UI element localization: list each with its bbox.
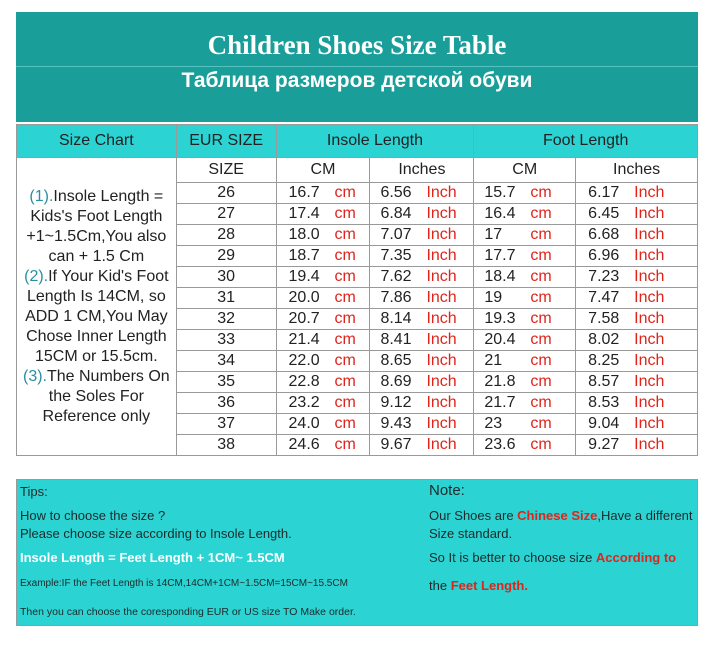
- foot-cm-cell: [474, 288, 576, 309]
- foot-cm-cell-unit: cm: [530, 184, 552, 201]
- foot-inch-cell: [576, 267, 698, 288]
- foot-inch-cell-value: 8.57: [588, 373, 620, 390]
- foot-inch-cell-unit: Inch: [634, 310, 665, 327]
- insole-inch-cell-value: 6.56: [380, 184, 412, 201]
- note-line-1c: ,Have a different: [597, 508, 693, 523]
- table-header-row: [17, 125, 698, 158]
- foot-cm-cell-unit: cm: [530, 415, 552, 432]
- size-cell-value: 28: [217, 226, 236, 243]
- foot-cm-cell-unit: cm: [530, 331, 552, 348]
- page-subtitle: Таблица размеров детской обуви: [181, 69, 533, 92]
- note-according-to: According to: [595, 550, 677, 565]
- insole-inch-cell-unit: Inch: [426, 226, 457, 243]
- note-chinese-size: Chinese Size: [517, 508, 598, 523]
- foot-cm-cell: [474, 330, 576, 351]
- foot-inch-cell-value: 7.47: [588, 289, 620, 306]
- foot-inch-cell-unit: Inch: [634, 184, 665, 201]
- foot-cm-cell-unit: cm: [530, 310, 552, 327]
- foot-cm-cell-unit: cm: [530, 394, 552, 411]
- foot-inch-cell-unit: Inch: [634, 226, 665, 243]
- insole-cm-cell-value: 18.7: [288, 247, 320, 264]
- insole-inch-cell-value: 9.43: [380, 415, 412, 432]
- insole-inch-cell-unit: Inch: [426, 289, 457, 306]
- insole-cm-cell-value: 16.7: [288, 184, 320, 201]
- note-section: [429, 480, 699, 625]
- insole-cm-cell: [276, 204, 370, 225]
- foot-cm-cell-value: 23.6: [484, 436, 516, 453]
- foot-cm-cell: [474, 309, 576, 330]
- foot-inch-cell-unit: Inch: [634, 436, 665, 453]
- foot-cm-cell: [474, 225, 576, 246]
- insole-cm-cell-unit: cm: [334, 415, 356, 432]
- size-cell-value: 27: [217, 205, 236, 222]
- size-cell-value: 33: [217, 331, 236, 348]
- note-text-1: Insole Length = Kids's Foot Length +1~1.5Cm,You also can + 1.5 Cm: [26, 187, 167, 265]
- size-cell: [176, 246, 276, 267]
- insole-cm-cell-unit: cm: [334, 352, 356, 369]
- header-eur-size: EUR SIZE: [176, 125, 276, 158]
- size-cell: [176, 330, 276, 351]
- insole-inch-cell: [370, 330, 474, 351]
- insole-inch-cell-unit: Inch: [426, 373, 457, 390]
- foot-cm-cell: [474, 246, 576, 267]
- insole-cm-cell: [276, 267, 370, 288]
- insole-inch-cell-unit: Inch: [426, 184, 457, 201]
- insole-inch-cell: [370, 246, 474, 267]
- note-label: Note:: [429, 482, 465, 499]
- insole-inch-cell: [370, 204, 474, 225]
- foot-inch-cell-value: 6.96: [588, 247, 620, 264]
- foot-cm-cell-unit: cm: [530, 205, 552, 222]
- foot-cm-cell: [474, 267, 576, 288]
- size-cell-value: 32: [217, 310, 236, 327]
- insole-inch-cell-value: 8.69: [380, 373, 412, 390]
- foot-inch-cell-unit: Inch: [634, 289, 665, 306]
- insole-cm-cell-unit: cm: [334, 373, 356, 390]
- header-divider: [16, 66, 698, 67]
- note-text-2: If Your Kid's Foot Length Is 14CM, so ADD 1 CM,You May Chose Inner Length 15CM or 15.5cm.: [25, 267, 169, 365]
- foot-inch-cell: [576, 393, 698, 414]
- size-cell-value: 29: [217, 247, 236, 264]
- foot-cm-cell-value: 17.7: [484, 247, 516, 264]
- insole-cm-cell: [276, 288, 370, 309]
- insole-cm-cell-value: 17.4: [288, 205, 320, 222]
- foot-inch-cell-value: 6.68: [588, 226, 620, 243]
- insole-cm-cell: [276, 393, 370, 414]
- size-cell: [176, 372, 276, 393]
- insole-inch-cell-unit: Inch: [426, 352, 457, 369]
- foot-cm-cell-value: 21: [484, 352, 503, 369]
- insole-cm-cell-value: 20.0: [288, 289, 320, 306]
- foot-inch-cell-value: 6.45: [588, 205, 620, 222]
- insole-inch-cell-value: 7.07: [380, 226, 412, 243]
- size-cell-value: 35: [217, 373, 236, 390]
- insole-inch-cell-value: 7.62: [380, 268, 412, 285]
- foot-inch-cell-unit: Inch: [634, 331, 665, 348]
- insole-inch-cell: [370, 351, 474, 372]
- foot-cm-cell: [474, 393, 576, 414]
- insole-cm-cell: [276, 435, 370, 456]
- foot-cm-cell-unit: cm: [530, 289, 552, 306]
- size-cell-value: 34: [217, 352, 236, 369]
- foot-cm-cell-unit: cm: [530, 247, 552, 264]
- note-line-1: [429, 508, 693, 523]
- foot-inch-cell-value: 9.27: [588, 436, 620, 453]
- note-line-3a: So It is better to choose size: [429, 550, 596, 565]
- header-foot-length: Foot Length: [474, 125, 698, 158]
- foot-cm-cell-unit: cm: [530, 373, 552, 390]
- insole-inch-cell-value: 8.65: [380, 352, 412, 369]
- size-cell: [176, 393, 276, 414]
- foot-cm-cell-value: 15.7: [484, 184, 516, 201]
- tips-formula: Insole Length = Feet Length + 1CM~ 1.5CM: [20, 550, 285, 565]
- tips-how-to: How to choose the size ?: [20, 508, 166, 523]
- foot-inch-cell-value: 9.04: [588, 415, 620, 432]
- insole-cm-cell-unit: cm: [334, 394, 356, 411]
- insole-cm-cell: [276, 183, 370, 204]
- insole-cm-cell-value: 21.4: [288, 331, 320, 348]
- foot-cm-cell: [474, 435, 576, 456]
- insole-inch-cell-unit: Inch: [426, 394, 457, 411]
- foot-cm-cell-value: 21.8: [484, 373, 516, 390]
- size-cell-value: 30: [217, 268, 236, 285]
- foot-inch-cell: [576, 246, 698, 267]
- foot-inch-cell-unit: Inch: [634, 205, 665, 222]
- foot-inch-cell: [576, 414, 698, 435]
- tips-label: Tips:: [20, 484, 48, 499]
- insole-inch-cell: [370, 183, 474, 204]
- note-feet-length: Feet Length.: [450, 578, 528, 593]
- size-cell-value: 26: [217, 184, 236, 201]
- insole-cm-cell-value: 22.8: [288, 373, 320, 390]
- foot-cm-cell-value: 19.3: [484, 310, 516, 327]
- insole-cm-cell: [276, 351, 370, 372]
- size-cell: [176, 267, 276, 288]
- note-text-3: The Numbers On the Soles For Reference only: [42, 367, 170, 425]
- insole-cm-cell-value: 22.0: [288, 352, 320, 369]
- foot-inch-cell-unit: Inch: [634, 373, 665, 390]
- insole-cm-cell-unit: cm: [334, 184, 356, 201]
- tips-section: [20, 480, 425, 625]
- foot-cm-cell-value: 23: [484, 415, 503, 432]
- foot-inch-cell: [576, 435, 698, 456]
- subheader-insole-cm: CM: [276, 158, 370, 183]
- foot-inch-cell-value: 8.53: [588, 394, 620, 411]
- insole-inch-cell-value: 8.14: [380, 310, 412, 327]
- foot-cm-cell-unit: cm: [530, 436, 552, 453]
- foot-cm-cell-unit: cm: [530, 268, 552, 285]
- note-number-2: (2).: [24, 267, 49, 285]
- foot-inch-cell-value: 7.58: [588, 310, 620, 327]
- insole-inch-cell: [370, 288, 474, 309]
- foot-cm-cell: [474, 414, 576, 435]
- foot-cm-cell: [474, 351, 576, 372]
- foot-inch-cell: [576, 288, 698, 309]
- subheader-insole-inches: Inches: [370, 158, 474, 183]
- insole-inch-cell-unit: Inch: [426, 247, 457, 264]
- insole-inch-cell-unit: Inch: [426, 310, 457, 327]
- insole-cm-cell-value: 24.0: [288, 415, 320, 432]
- tips-please: Please choose size according to Insole Length.: [20, 526, 292, 541]
- foot-cm-cell: [474, 204, 576, 225]
- foot-inch-cell: [576, 351, 698, 372]
- table-subheader-row: [17, 158, 698, 183]
- size-cell: [176, 309, 276, 330]
- foot-cm-cell-value: 17: [484, 226, 503, 243]
- foot-inch-cell: [576, 330, 698, 351]
- tips-example: Example:IF the Feet Length is 14CM,14CM+1CM~1.5CM=15CM~15.5CM: [20, 578, 348, 589]
- note-number-1: (1).: [29, 187, 54, 205]
- insole-inch-cell: [370, 309, 474, 330]
- insole-inch-cell-value: 7.86: [380, 289, 412, 306]
- insole-cm-cell: [276, 246, 370, 267]
- foot-inch-cell-value: 8.25: [588, 352, 620, 369]
- insole-inch-cell: [370, 225, 474, 246]
- insole-cm-cell-unit: cm: [334, 436, 356, 453]
- foot-inch-cell: [576, 225, 698, 246]
- foot-cm-cell-value: 19: [484, 289, 503, 306]
- size-cell-value: 31: [217, 289, 236, 306]
- foot-inch-cell-unit: Inch: [634, 394, 665, 411]
- foot-inch-cell-value: 8.02: [588, 331, 620, 348]
- insole-cm-cell-unit: cm: [334, 205, 356, 222]
- insole-inch-cell-value: 9.12: [380, 394, 412, 411]
- foot-inch-cell-unit: Inch: [634, 268, 665, 285]
- insole-cm-cell: [276, 414, 370, 435]
- size-cell: [176, 225, 276, 246]
- insole-inch-cell-unit: Inch: [426, 268, 457, 285]
- insole-inch-cell-value: 6.84: [380, 205, 412, 222]
- insole-cm-cell-unit: cm: [334, 331, 356, 348]
- insole-inch-cell-unit: Inch: [426, 436, 457, 453]
- size-cell-value: 37: [217, 415, 236, 432]
- header-banner: [16, 12, 698, 122]
- note-line-2: Size standard.: [429, 526, 513, 541]
- size-cell: [176, 288, 276, 309]
- foot-cm-cell: [474, 183, 576, 204]
- insole-cm-cell-unit: cm: [334, 289, 356, 306]
- size-table-frame: [16, 12, 698, 626]
- foot-inch-cell: [576, 309, 698, 330]
- insole-cm-cell-value: 24.6: [288, 436, 320, 453]
- size-table: [16, 124, 698, 456]
- note-line-3: [429, 550, 676, 565]
- foot-cm-cell-value: 16.4: [484, 205, 516, 222]
- tips-panel: [16, 479, 698, 626]
- foot-inch-cell-unit: Inch: [634, 415, 665, 432]
- insole-cm-cell-unit: cm: [334, 310, 356, 327]
- foot-cm-cell-value: 21.7: [484, 394, 516, 411]
- subheader-size: SIZE: [176, 158, 276, 183]
- foot-cm-cell-value: 18.4: [484, 268, 516, 285]
- size-cell-value: 36: [217, 394, 236, 411]
- foot-inch-cell: [576, 372, 698, 393]
- foot-cm-cell-value: 20.4: [484, 331, 516, 348]
- note-line-4: [429, 578, 528, 593]
- insole-cm-cell-value: 18.0: [288, 226, 320, 243]
- foot-inch-cell-unit: Inch: [634, 352, 665, 369]
- insole-cm-cell-unit: cm: [334, 247, 356, 264]
- header-size-chart: Size Chart: [17, 125, 177, 158]
- insole-cm-cell-value: 20.7: [288, 310, 320, 327]
- foot-cm-cell-unit: cm: [530, 352, 552, 369]
- insole-cm-cell-unit: cm: [334, 226, 356, 243]
- insole-inch-cell-unit: Inch: [426, 415, 457, 432]
- insole-cm-cell-unit: cm: [334, 268, 356, 285]
- insole-inch-cell-unit: Inch: [426, 205, 457, 222]
- insole-inch-cell: [370, 267, 474, 288]
- insole-inch-cell: [370, 414, 474, 435]
- size-notes: [17, 158, 177, 456]
- insole-inch-cell: [370, 393, 474, 414]
- insole-inch-cell: [370, 435, 474, 456]
- foot-cm-cell-unit: cm: [530, 226, 552, 243]
- insole-cm-cell-value: 23.2: [288, 394, 320, 411]
- foot-inch-cell: [576, 183, 698, 204]
- insole-inch-cell-value: 9.67: [380, 436, 412, 453]
- foot-cm-cell: [474, 372, 576, 393]
- foot-inch-cell-value: 7.23: [588, 268, 620, 285]
- page-title: Children Shoes Size Table: [207, 30, 507, 60]
- size-cell: [176, 435, 276, 456]
- size-cell: [176, 414, 276, 435]
- note-number-3: (3).: [22, 367, 47, 385]
- note-line-4a: the: [429, 578, 451, 593]
- tips-then: Then you can choose the coresponding EUR or US size TO Make order.: [20, 606, 356, 618]
- size-cell: [176, 183, 276, 204]
- foot-inch-cell-unit: Inch: [634, 247, 665, 264]
- subheader-foot-inches: Inches: [576, 158, 698, 183]
- foot-inch-cell: [576, 204, 698, 225]
- insole-cm-cell: [276, 330, 370, 351]
- insole-cm-cell: [276, 225, 370, 246]
- size-cell: [176, 204, 276, 225]
- subheader-foot-cm: CM: [474, 158, 576, 183]
- insole-inch-cell: [370, 372, 474, 393]
- insole-inch-cell-unit: Inch: [426, 331, 457, 348]
- insole-inch-cell-value: 7.35: [380, 247, 412, 264]
- insole-cm-cell: [276, 372, 370, 393]
- insole-cm-cell: [276, 309, 370, 330]
- foot-inch-cell-value: 6.17: [588, 184, 620, 201]
- header-insole-length: Insole Length: [276, 125, 474, 158]
- insole-inch-cell-value: 8.41: [380, 331, 412, 348]
- size-cell-value: 38: [217, 436, 236, 453]
- note-line-1a: Our Shoes are: [429, 508, 518, 523]
- size-cell: [176, 351, 276, 372]
- insole-cm-cell-value: 19.4: [288, 268, 320, 285]
